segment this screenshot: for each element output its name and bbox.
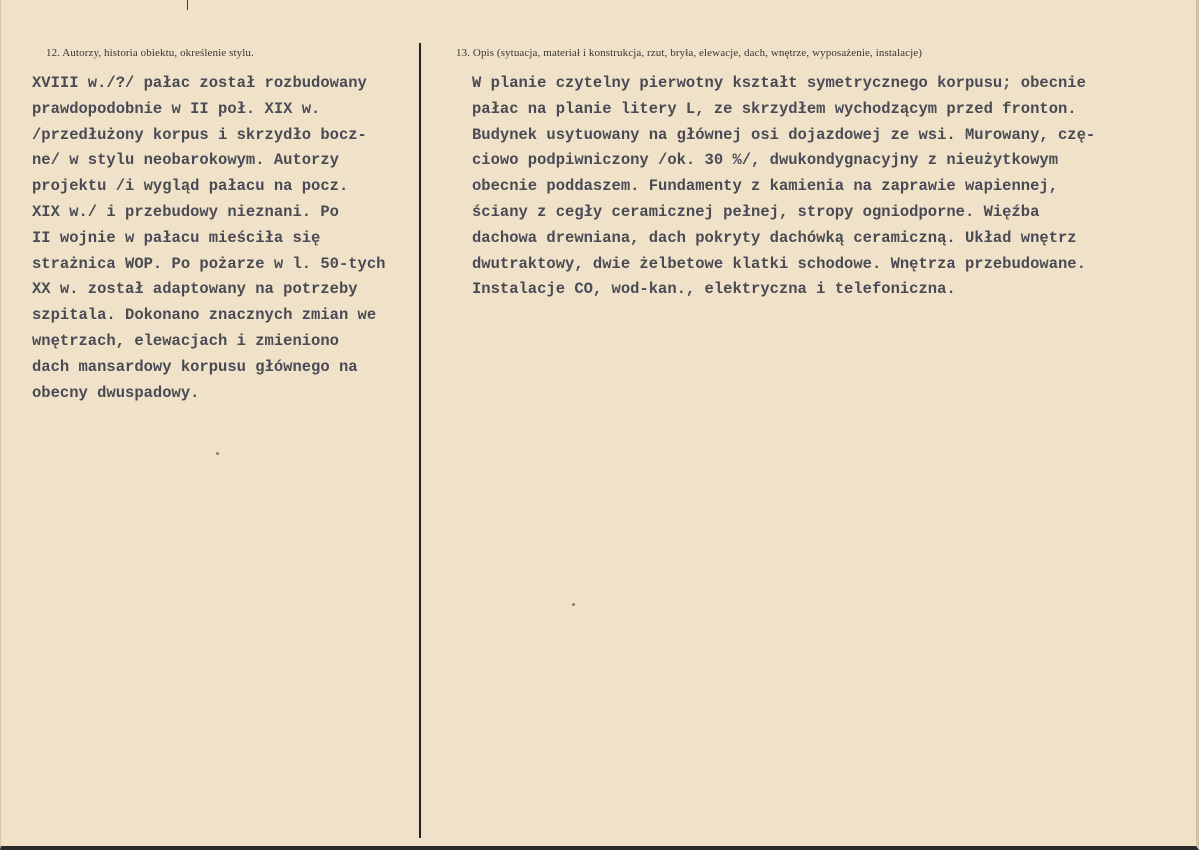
section-12-text: XVIII w./?/ pałac został rozbudowany prawdopodobnie w II poł. XIX w. /przedłużony korpus i skrzydło bocz- ne/ w stylu neobarokowym. Autorzy projektu /i wygląd pałacu na pocz. XIX w./ i przebudowy nieznani. Po II wojnie w pałacu mieściła się strażnica WOP. Po pożarze w l. 50-tych XX w. został adaptowany na potrzeby szpitala. Dokonano znacznych zmian we wnętrzach, elewacjach i zmieniono dach mansardowy korpusu głównego na obecny dwuspadowy. [32, 74, 386, 402]
column-divider [419, 43, 421, 838]
paper-speck [572, 603, 575, 606]
section-13-heading: 13. Opis (sytuacja, materiał i konstrukcja, rzut, bryła, elewacje, dach, wnętrze, wyposażenie, instalacje) [456, 47, 922, 59]
section-12-heading: 12. Autorzy, historia obiektu, określenie stylu. [46, 47, 254, 59]
section-13-text: W planie czytelny pierwotny kształt symetrycznego korpusu; obecnie pałac na planie litery L, ze skrzydłem wychodzącym przed fronton. Budynek usytuowany na głównej osi dojazdowej ze wsi. Murowany, czę- ciowo podpiwniczony /ok. 30 %/, dwukondygnacyjny z nieużytkowym obecnie poddaszem. Fundamenty z kamienia na zaprawie wapiennej, ściany z cegły ceramicznej pełnej, stropy ogniodporne. Więźba dachowa drewniana, dach pokryty dachówką ceramiczną. Układ wnętrz dwutraktowy, dwie żelbetowe klatki schodowe. Wnętrza przebudowane. Instalacje CO, wod-kan., elektryczna i telefoniczna. [472, 74, 1096, 299]
paper-speck [216, 452, 219, 455]
top-tick-mark [187, 0, 188, 10]
